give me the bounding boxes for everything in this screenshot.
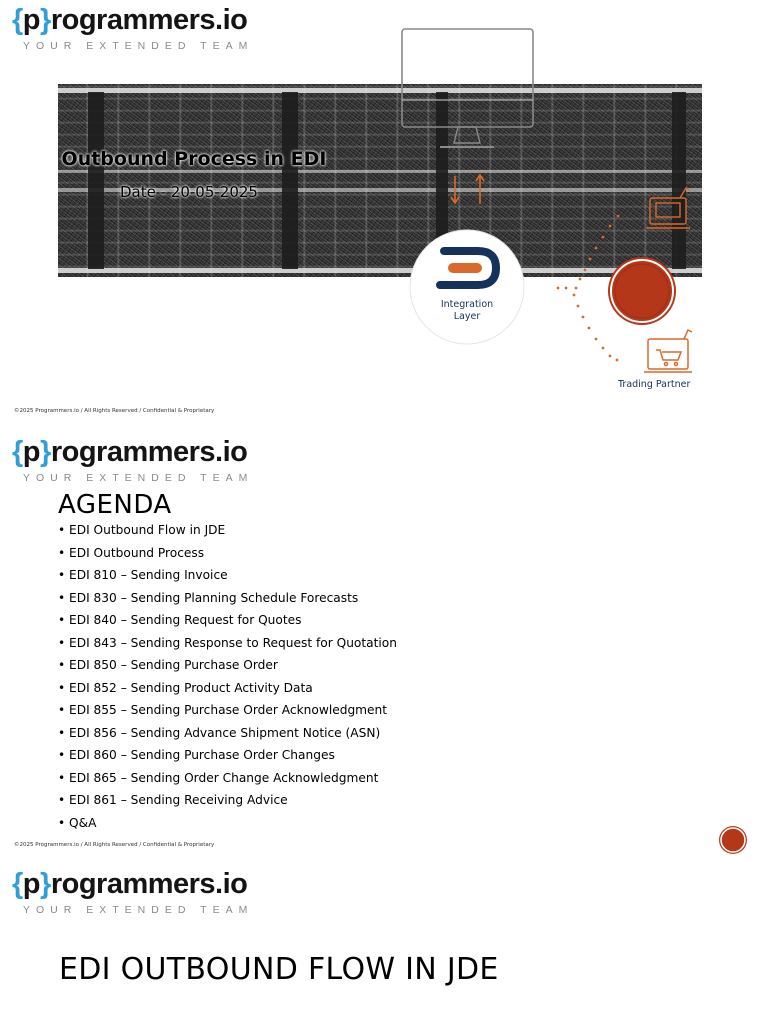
agenda-list bbox=[58, 521, 397, 836]
slide-outbound-flow bbox=[0, 864, 768, 1024]
logo-tagline: YOUR EXTENDED TEAM bbox=[23, 904, 254, 916]
slide-agenda bbox=[0, 432, 768, 864]
logo-tagline: YOUR EXTENDED TEAM bbox=[23, 472, 254, 484]
logo-wordmark: {p}rogrammers.io bbox=[12, 436, 248, 468]
agenda-item: • EDI 865 – Sending Order Change Acknowledgment bbox=[58, 770, 379, 785]
arrows-icon bbox=[451, 175, 484, 204]
agenda-item: • EDI 860 – Sending Purchase Order Changes bbox=[58, 748, 335, 762]
logo-wordmark: {p}rogrammers.io bbox=[12, 868, 248, 900]
record-dot-icon[interactable] bbox=[718, 825, 748, 855]
agenda-item: • EDI 843 – Sending Response to Request for Quotation bbox=[58, 635, 397, 650]
agenda-item: • EDI 850 – Sending Purchase Order bbox=[58, 658, 278, 672]
agenda-item: • EDI 810 – Sending Invoice bbox=[58, 568, 228, 582]
copyright-footer: ©2025 Programmers.io / All Rights Reserved / Confidential & Proprietary bbox=[14, 842, 215, 848]
slide-title bbox=[0, 0, 768, 432]
agenda-heading: AGENDA bbox=[58, 490, 172, 520]
integration-layer-node bbox=[410, 230, 524, 344]
agenda-item: • EDI 840 – Sending Request for Quotes bbox=[58, 613, 302, 627]
agenda-item: • EDI 861 – Sending Receiving Advice bbox=[58, 793, 288, 807]
record-dot-icon bbox=[608, 257, 676, 325]
agenda-item: • EDI 830 – Sending Planning Schedule Forecasts bbox=[58, 590, 359, 605]
diagram-graphics bbox=[396, 26, 716, 406]
edi-flow-diagram bbox=[396, 26, 716, 406]
agenda-item: • EDI Outbound Flow in JDE bbox=[58, 523, 226, 537]
programmers-io-logo bbox=[12, 4, 262, 54]
agenda-item: • EDI Outbound Process bbox=[58, 545, 205, 560]
copyright-footer: ©2025 Programmers.io / All Rights Reserved / Confidential & Proprietary bbox=[14, 408, 215, 414]
agenda-item: • Q&A bbox=[58, 815, 97, 830]
integration-layer-label: Integration Layer bbox=[440, 299, 494, 322]
slide-title-text: Outbound Process in EDI bbox=[61, 148, 327, 170]
slide-heading: EDI OUTBOUND FLOW IN JDE bbox=[59, 952, 499, 987]
register-icon bbox=[646, 188, 690, 228]
trading-partner-label: Trading Partner bbox=[618, 379, 691, 390]
programmers-io-logo bbox=[12, 868, 262, 918]
presentation-date: Date - 20-05-2025 bbox=[120, 183, 258, 201]
cart-icon bbox=[644, 330, 692, 372]
agenda-item: • EDI 855 – Sending Purchase Order Acknowledgment bbox=[58, 703, 388, 717]
agenda-item: • EDI 856 – Sending Advance Shipment Notice (ASN) bbox=[58, 725, 381, 740]
programmers-io-logo bbox=[12, 436, 262, 486]
agenda-item: • EDI 852 – Sending Product Activity Data bbox=[58, 680, 313, 695]
logo-tagline: YOUR EXTENDED TEAM bbox=[23, 40, 254, 52]
logo-wordmark: {p}rogrammers.io bbox=[12, 4, 248, 36]
monitor-icon bbox=[402, 29, 533, 147]
